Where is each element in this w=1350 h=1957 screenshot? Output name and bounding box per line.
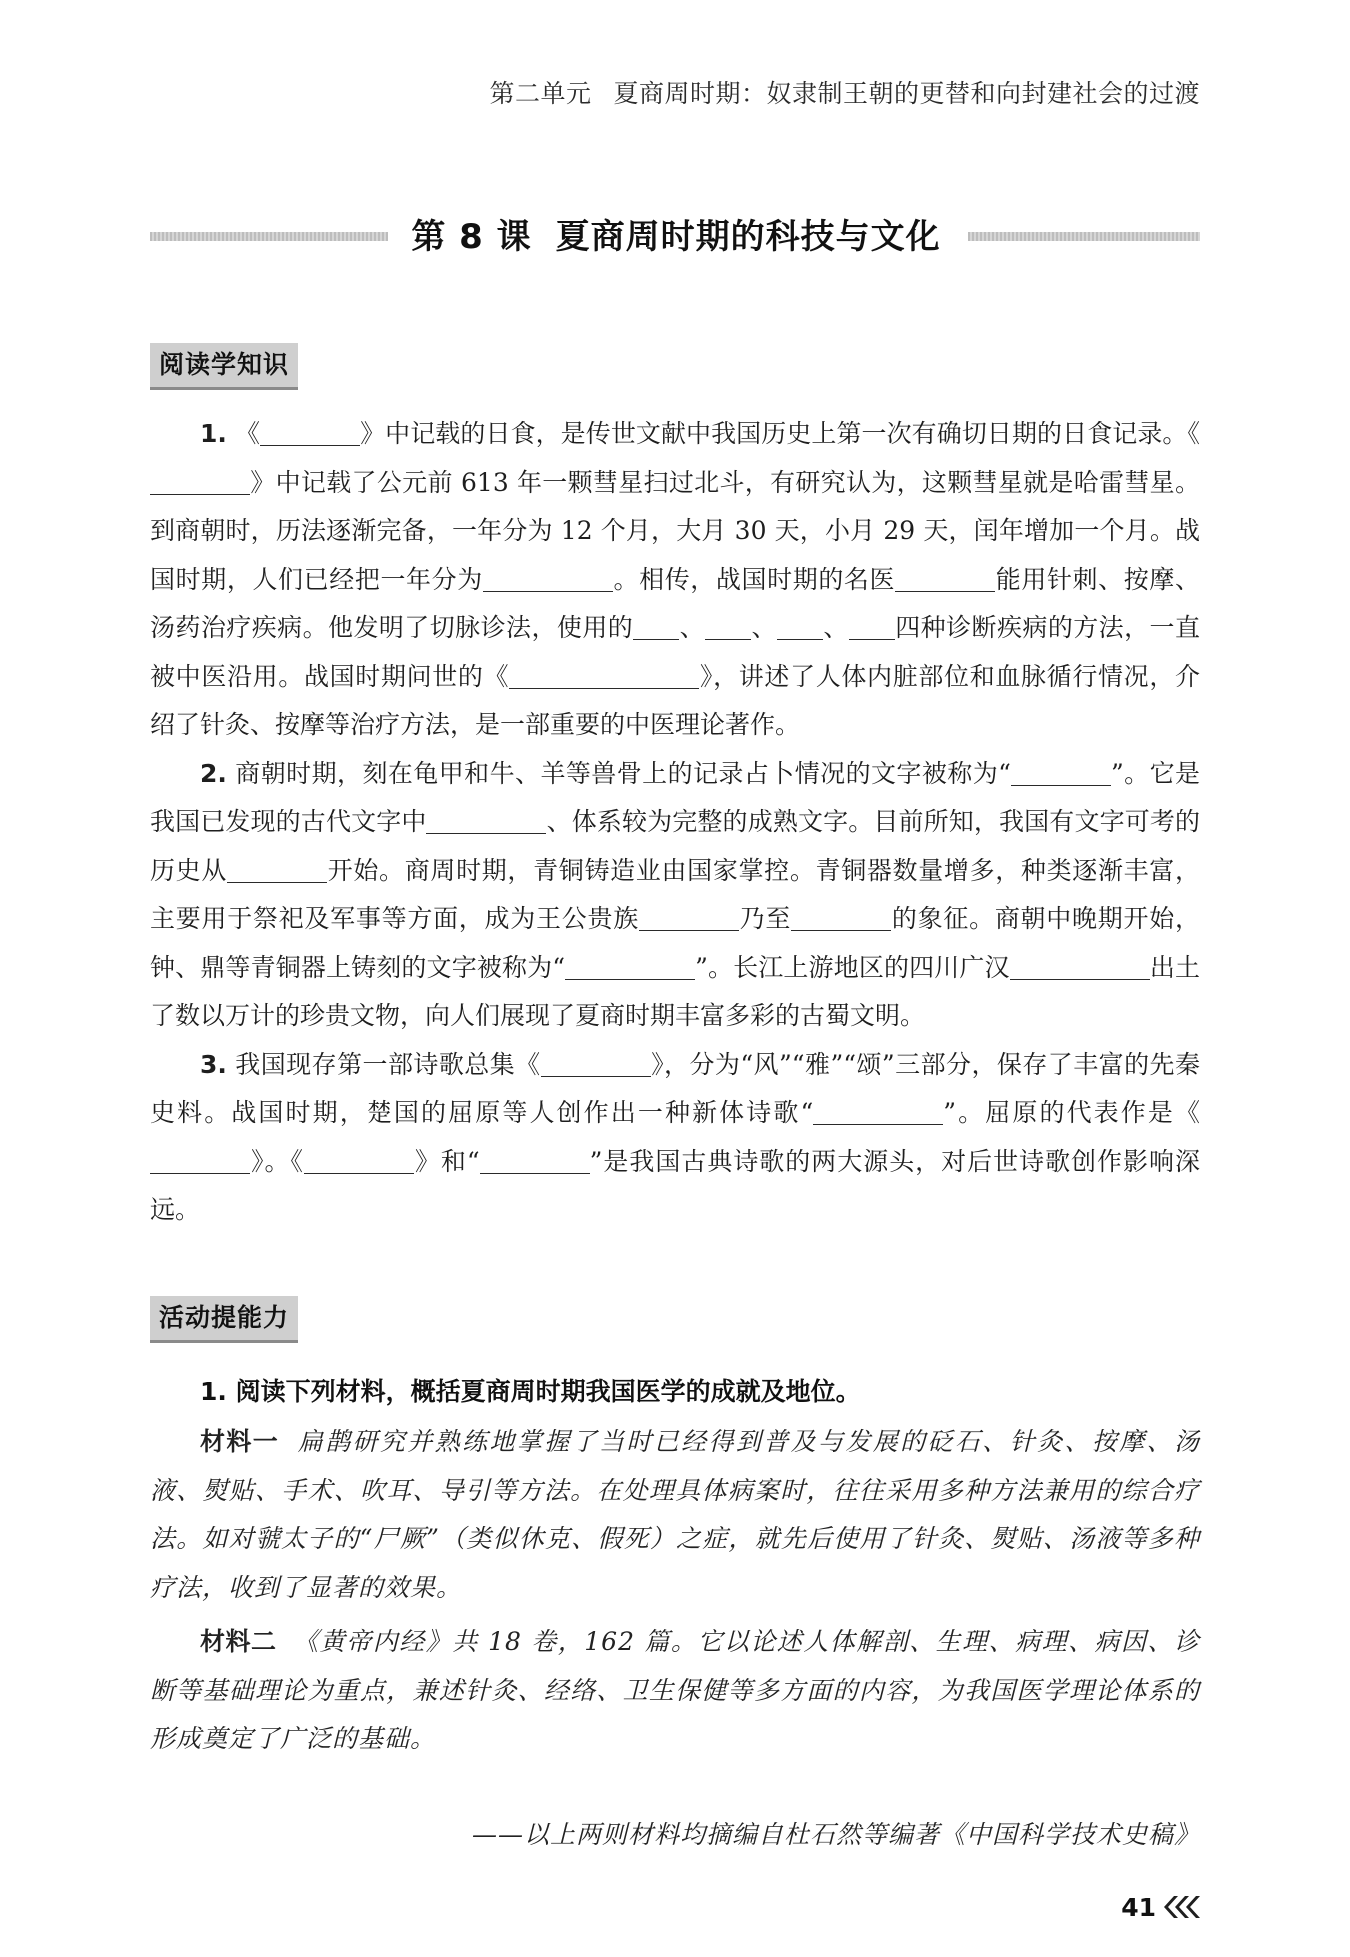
- answer-blank[interactable]: [483, 566, 613, 592]
- material-text: 《黄帝内经》共 18 卷，162 篇。它以论述人体解剖、生理、病理、病因、诊断等基础理论为重点，兼述针灸、经络、卫生保健等多方面的内容，为我国医学理论体系的形成奠定了广泛的基础。: [150, 1627, 1200, 1753]
- answer-blank[interactable]: [426, 808, 546, 834]
- material-1: [150, 1418, 1200, 1612]
- question-2: 2. 商朝时期，刻在龟甲和牛、羊等兽骨上的记录占卜情况的文字被称为“ ”。它是我国已发现的古代文字中 、体系较为完整的成熟文字。目前所知，我国有文字可考的历史从 开始。商周时期，青铜铸造业由国家掌控。青铜器数量增多，种类逐渐丰富，主要用于祭祀及军事等方面，成为王公贵族 乃至 的象征。商朝中晚期开始，钟、鼎等青铜器上铸刻的文字被称为“ ”。长江上游地区的四川广汉 出土了数以万计的珍贵文物，向人们展现了夏商时期丰富多彩的古蜀文明。: [150, 758, 1201, 1030]
- reading-questions: [150, 410, 1200, 1235]
- running-header: [489, 74, 1200, 110]
- question-number: 1.: [200, 419, 227, 448]
- answer-blank[interactable]: [227, 857, 327, 883]
- title-rule-right: [968, 232, 1200, 241]
- lesson-title-row: [150, 212, 1200, 262]
- section-label-activity: 活动提能力: [150, 1296, 298, 1343]
- material-label: 材料二: [200, 1627, 277, 1656]
- answer-blank[interactable]: [509, 663, 699, 689]
- question-number: 3.: [200, 1049, 227, 1079]
- page-number: [1121, 1887, 1200, 1927]
- answer-blank[interactable]: [150, 1148, 250, 1174]
- title-rule-left: [150, 232, 388, 241]
- answer-blank[interactable]: [565, 954, 695, 980]
- answer-blank[interactable]: [639, 905, 739, 931]
- lesson-number: 第 8 课: [411, 217, 532, 257]
- question-1: 1. 《 》中记载的日食，是传世文献中我国历史上第一次有确切日期的日食记录。《》中记载了公元前 613 年一颗彗星扫过北斗，有研究认为，这颗彗星就是哈雷彗星。到商朝时，历法逐渐完备，一年分为 12 个月，大月 30 天，小月 29 天，闰年增加一个月。战国时期，人们已经把一年分为 。相传，战国时期的名医 能用针刺、按摩、汤药治疗疾病。他发明了切脉诊法，使用的 、 、 、 四种诊断疾病的方法，一直被中医沿用。战国时期问世的《 》，讲述了人体内脏部位和血脉循行情况，介绍了针灸、按摩等治疗方法，是一部重要的中医理论著作。: [150, 419, 1200, 739]
- answer-blank[interactable]: [1011, 760, 1111, 786]
- question-number: 2.: [200, 758, 227, 788]
- answer-blank[interactable]: [150, 469, 250, 495]
- page-number-text: 41: [1121, 1892, 1156, 1922]
- answer-blank[interactable]: [541, 1051, 651, 1077]
- question-3: 3. 我国现存第一部诗歌总集《 》，分为“风”“雅”“颂”三部分，保存了丰富的先秦史料。战国时期，楚国的屈原等人创作出一种新体诗歌“ ”。屈原的代表作是《》。《 》和“ ”是我国古典诗歌的两大源头，对后世诗歌创作影响深远。: [150, 1049, 1200, 1224]
- answer-blank[interactable]: [260, 420, 360, 446]
- section-label-reading: 阅读学知识: [150, 343, 298, 390]
- material-source: ——以上两则材料均摘编自杜石然等编著《中国科学技术史稿》: [471, 1820, 1200, 1849]
- unit-title: 夏商周时期：奴隶制王朝的更替和向封建社会的过渡: [613, 79, 1200, 108]
- answer-blank[interactable]: [777, 614, 823, 640]
- answer-blank[interactable]: [705, 614, 751, 640]
- triple-chevron-left-icon: [1162, 1894, 1200, 1920]
- answer-blank[interactable]: [304, 1148, 414, 1174]
- activity-question: 1. 阅读下列材料，概括夏商周时期我国医学的成就及地位。: [200, 1377, 861, 1406]
- unit-label: 第二单元: [489, 79, 592, 108]
- answer-blank[interactable]: [895, 566, 995, 592]
- material-label: 材料一: [200, 1427, 280, 1456]
- lesson-title: [396, 212, 956, 262]
- material-text: 扁鹊研究并熟练地掌握了当时已经得到普及与发展的砭石、针灸、按摩、汤液、熨贴、手术、吹耳、导引等方法。在处理具体病案时，往往采用多种方法兼用的综合疗法。如对虢太子的“尸厥”（类似休克、假死）之症，就先后使用了针灸、熨贴、汤液等多种疗法，收到了显著的效果。: [150, 1427, 1200, 1602]
- lesson-name: 夏商周时期的科技与文化: [555, 217, 941, 257]
- answer-blank[interactable]: [633, 614, 679, 640]
- answer-blank[interactable]: [849, 614, 895, 640]
- answer-blank[interactable]: [813, 1099, 943, 1125]
- answer-blank[interactable]: [791, 905, 891, 931]
- material-2: [150, 1618, 1200, 1764]
- materials: [150, 1418, 1200, 1764]
- answer-blank[interactable]: [480, 1148, 590, 1174]
- answer-blank[interactable]: [1010, 954, 1150, 980]
